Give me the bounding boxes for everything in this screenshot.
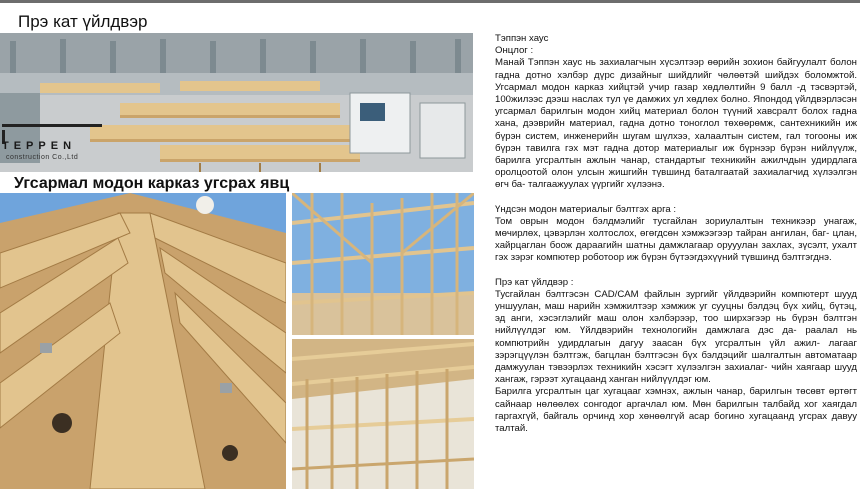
closing-body: Барилга угсралтын цаг хугацааг хэмнэх, ажлын чанар, барилгын төсөвт өртөгт сайнаар нөлөөлөх сонгодог аргачлал юм. Мөн барилгын талбайд хог хаягдал гаргахгүй, байгаль орчинд хор хөнөөлгүй асар богино хугацаанд угсрах давуу талтай. bbox=[495, 386, 857, 435]
timber-frame-photo-1 bbox=[292, 193, 474, 335]
timber-frame-photo-2 bbox=[292, 339, 474, 489]
factory-body: Тусгайлан бэлтгэсэн CAD/CAM файлын зургийг үйлдвэрийн компютерт шууд уншуулан, маш нарийн хэмжилтээр хэмжиж уг сууцны бэлдэц бүх хийц, бүтэц, эд анги, хэсэглэлийг маш олон хэлбэрээр, тоо ширхэгээр нь бүрэн бэлтгэн нийлүүлдэг юм. Үйлдвэрийн технологийн дамжлага дэс да- раалал нь компютрийн удирдлагын дагуу заасан бүх угсралтын үйл ажил- лагааг зэрэгцүүлэн бэлтгэж, багцлан бэлтгэсэн бүх бэлдэцийг шалгалтын автоматаар дамжуулан тэвээрлэх техникийн хэсэгт хүлээлгэн захиалаг- чийн хаягаар шууд хангаж, гэрээт хугацаанд ханган нийлүүлдэг юм. bbox=[495, 288, 857, 386]
features-body: Манай Тэппэн хаус нь захиалагчын хүсэлтээр өөрийн зохион байгуулалт болон гадна дотно хэлбэр дүрс дизайныг шийдлийг чөлөөтэй шийдэх боломжтой. Угсармал модон карказ хийцтэй учир газар хөдлөлтийн 9 балл -д тэсвэртэй, 100жилээс дээш наслах тул үе дамжих ул хөдлөх болно. Япондод үйлдвэрлэсэн угсармал барилгын модон хийц материал болон түүний хавсралт болох гадна хана, дээврийн материал, гадна дотно тоноглол төхөөрөмж, сантехникийн иж бүрэн систем, инженерийн шугам шүлхээ, халаалтын систем, гал тогооны иж бүрэн тавилга гэх мэт гадна дотор материалыг иж бүрнээр бүрэн нийлүүлж, барилга угсралтын ажлын чанар, стандартыг техникийн ажилчдын удирдлага оролцоотой олон улсын жишгийн түвшинд баталгаатай захиалагчид хүлээлгэн өгч ба- талгаажуулах үүргийг хүлээнэ. bbox=[495, 57, 857, 191]
teppen-logo bbox=[2, 121, 102, 165]
method-label: Үндсэн модон материалыг бэлтгэх арга : bbox=[495, 203, 677, 215]
spacer bbox=[495, 192, 857, 204]
page-title: Прэ кат үйлдвэр bbox=[18, 12, 148, 31]
logo-bar bbox=[2, 124, 102, 127]
features-label: Онцлог : bbox=[495, 45, 534, 57]
method-body: Том оврын модон бэлдмэлийг тусгайлан зориулалтын техникээр унагаж, мөчирлөх, цэвэрлэн холтослох, өгөгдсөн хэмжээгээр тайран ангилан, баг- цлан, хайрцаглан боож дараагийн шатны дамжлагаар орууулан захлах, зүсэлт, ухалт гэх зэрэг компютер роботоор иж бүрэн бүтээгдэхүүний түвшинд бэлтгэгднэ. bbox=[495, 215, 857, 264]
description-column bbox=[495, 33, 857, 435]
logo-name: TEPPEN bbox=[2, 140, 77, 152]
top-band bbox=[0, 0, 860, 3]
factory-label: Прэ кат үйлдвэр : bbox=[495, 276, 574, 288]
company-name: Тэппэн хаус bbox=[495, 33, 549, 44]
roof-frame-photo bbox=[0, 193, 286, 489]
logo-tagline: construction Co.,Ltd bbox=[6, 154, 79, 161]
section-title: Угсармал модон карказ угсрах явц bbox=[14, 175, 290, 192]
spacer bbox=[495, 265, 857, 277]
